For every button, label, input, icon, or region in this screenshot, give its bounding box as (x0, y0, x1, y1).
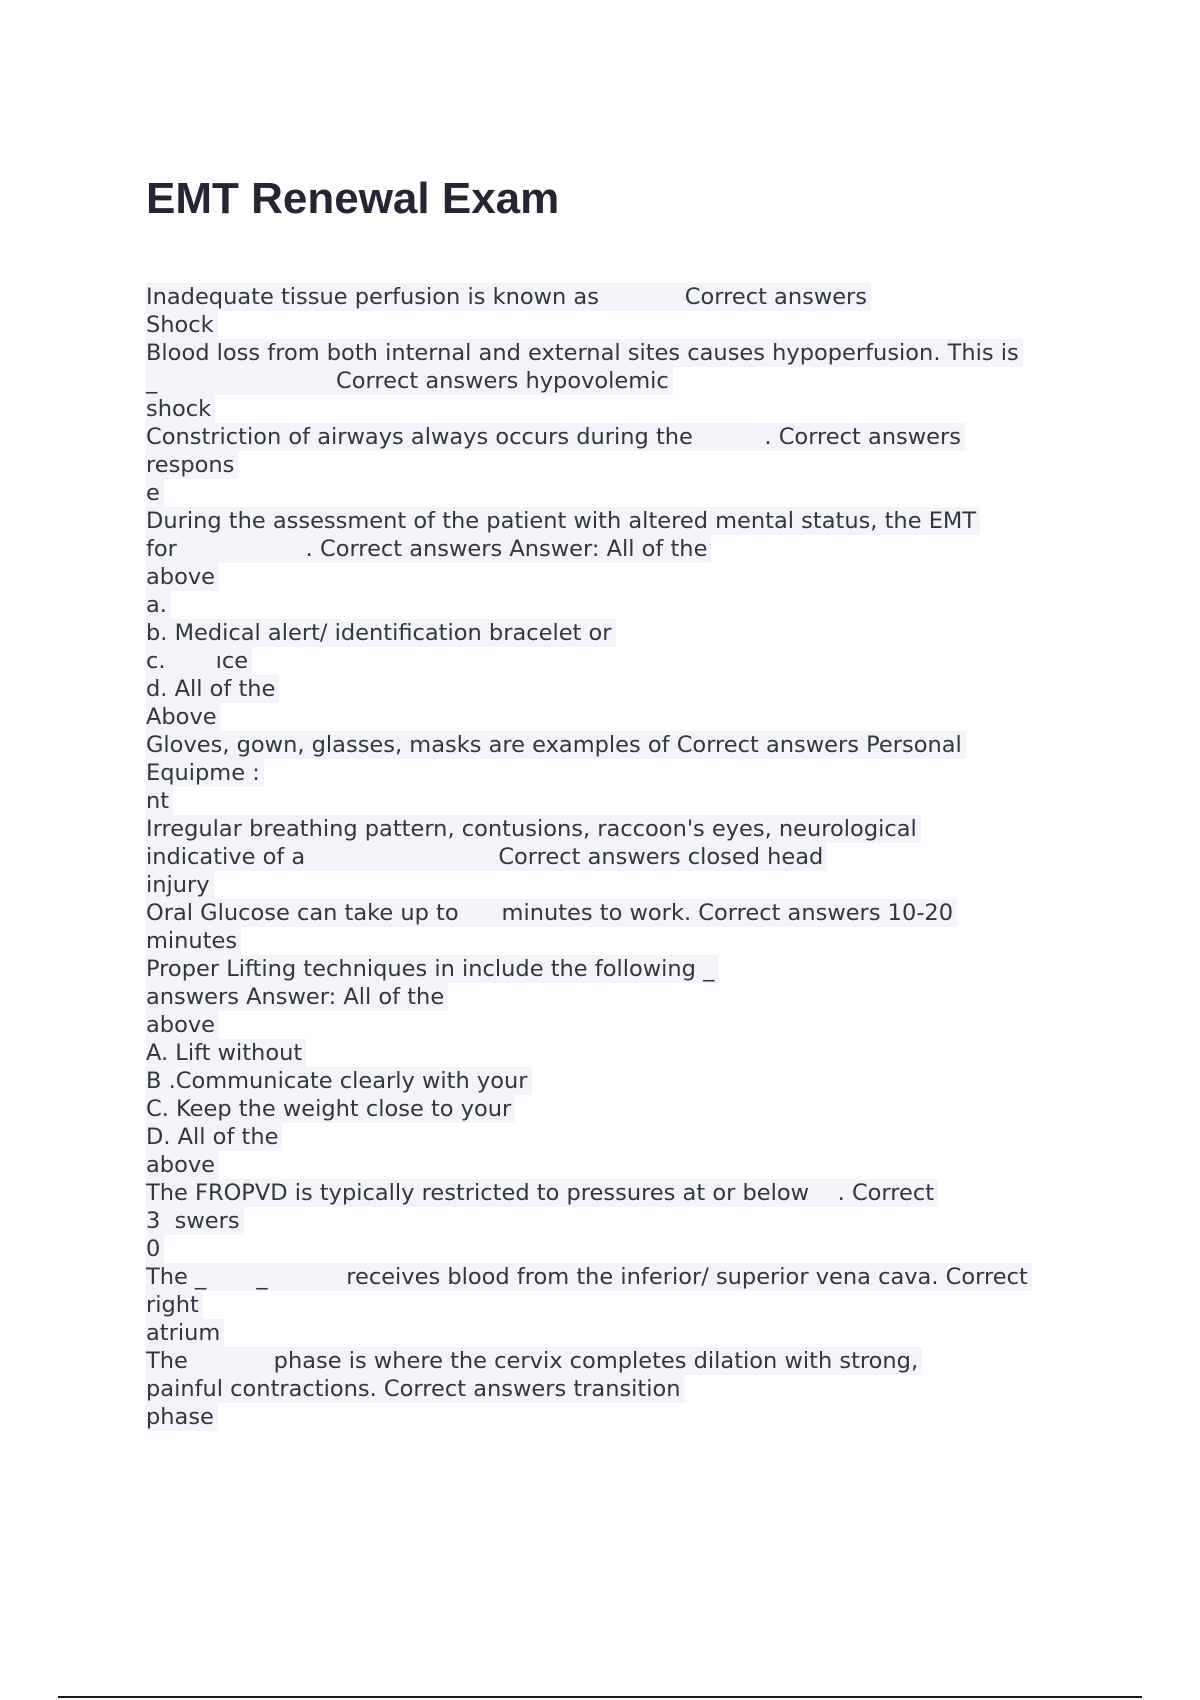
text-line (146, 535, 1086, 563)
text-line-content: Blood loss from both internal and external sites causes hypoperfusion. This is (146, 339, 1023, 367)
text-line (146, 1291, 1086, 1319)
text-line (146, 843, 1086, 871)
text-line-content: indicative of a Correct answers closed head (146, 843, 827, 871)
text-line (146, 423, 1086, 451)
text-line-content: 0 (146, 1235, 164, 1263)
text-line-content: The _ _ receives blood from the inferior/ superior vena cava. Correct (146, 1263, 1032, 1291)
text-line (146, 1011, 1086, 1039)
text-line-content: atrium (146, 1319, 224, 1347)
text-line (146, 1403, 1086, 1431)
text-line (146, 395, 1086, 423)
text-line-content: right (146, 1291, 203, 1319)
text-line-content: Oral Glucose can take up to minutes to work. Correct answers 10-20 (146, 899, 957, 927)
text-line-content: A. Lift without (146, 1039, 306, 1067)
text-line-content: 3 swers (146, 1207, 244, 1235)
text-line (146, 619, 1086, 647)
text-line (146, 1067, 1086, 1095)
text-line (146, 1151, 1086, 1179)
text-line-content: for . Correct answers Answer: All of the (146, 535, 711, 563)
text-line (146, 983, 1086, 1011)
text-line (146, 1039, 1086, 1067)
document-title: EMT Renewal Exam (146, 174, 560, 223)
text-line (146, 927, 1086, 955)
text-line-content: a. (146, 591, 171, 619)
text-line-content: c. ıce (146, 647, 252, 675)
text-line-content: Constriction of airways always occurs during the . Correct answers (146, 423, 965, 451)
text-line (146, 1123, 1086, 1151)
text-line (146, 1375, 1086, 1403)
text-line-content: Equipme : (146, 759, 264, 787)
text-line-content: above (146, 1151, 219, 1179)
text-line (146, 787, 1086, 815)
text-line (146, 339, 1086, 367)
text-line-content: The FROPVD is typically restricted to pressures at or below . Correct (146, 1179, 938, 1207)
text-line-content: minutes (146, 927, 241, 955)
text-line (146, 1347, 1086, 1375)
text-line-content: During the assessment of the patient with altered mental status, the EMT (146, 507, 980, 535)
text-line-content: answers Answer: All of the (146, 983, 448, 1011)
text-line (146, 1095, 1086, 1123)
document-body (146, 283, 1086, 1431)
text-line (146, 647, 1086, 675)
text-line-content: Inadequate tissue perfusion is known as Correct answers (146, 283, 871, 311)
text-line-content: D. All of the (146, 1123, 282, 1151)
text-line (146, 591, 1086, 619)
text-line (146, 731, 1086, 759)
text-line-content: painful contractions. Correct answers transition (146, 1375, 685, 1403)
text-line (146, 871, 1086, 899)
text-line (146, 759, 1086, 787)
text-line-content: d. All of the (146, 675, 279, 703)
text-line (146, 1263, 1086, 1291)
text-line (146, 311, 1086, 339)
text-line (146, 955, 1086, 983)
text-line-content: nt (146, 787, 173, 815)
footer-rule (58, 1696, 1142, 1698)
text-line-content: e (146, 479, 164, 507)
text-line-content: respons (146, 451, 238, 479)
text-line (146, 1179, 1086, 1207)
text-line (146, 899, 1086, 927)
text-line (146, 367, 1086, 395)
text-line (146, 1235, 1086, 1263)
text-line-content: above (146, 563, 219, 591)
text-line-content: Proper Lifting techniques in include the following _ (146, 955, 718, 983)
text-line-content: Irregular breathing pattern, contusions, raccoon's eyes, neurological (146, 815, 921, 843)
text-line (146, 1207, 1086, 1235)
text-line-content: shock (146, 395, 215, 423)
text-line (146, 507, 1086, 535)
text-line (146, 815, 1086, 843)
text-line-content: B .Communicate clearly with your (146, 1067, 532, 1095)
text-line-content: b. Medical alert/ identification bracelet or (146, 619, 616, 647)
text-line-content: injury (146, 871, 214, 899)
text-line (146, 675, 1086, 703)
text-line (146, 451, 1086, 479)
text-line (146, 563, 1086, 591)
text-line-content: C. Keep the weight close to your (146, 1095, 515, 1123)
text-line-content: _ Correct answers hypovolemic (146, 367, 673, 395)
text-line-content: Above (146, 703, 221, 731)
text-line (146, 283, 1086, 311)
text-line (146, 479, 1086, 507)
text-line-content: Shock (146, 311, 218, 339)
text-line-content: Gloves, gown, glasses, masks are examples of Correct answers Personal (146, 731, 966, 759)
text-line (146, 703, 1086, 731)
text-line-content: above (146, 1011, 219, 1039)
text-line-content: phase (146, 1403, 218, 1431)
text-line (146, 1319, 1086, 1347)
text-line-content: The phase is where the cervix completes dilation with strong, (146, 1347, 922, 1375)
